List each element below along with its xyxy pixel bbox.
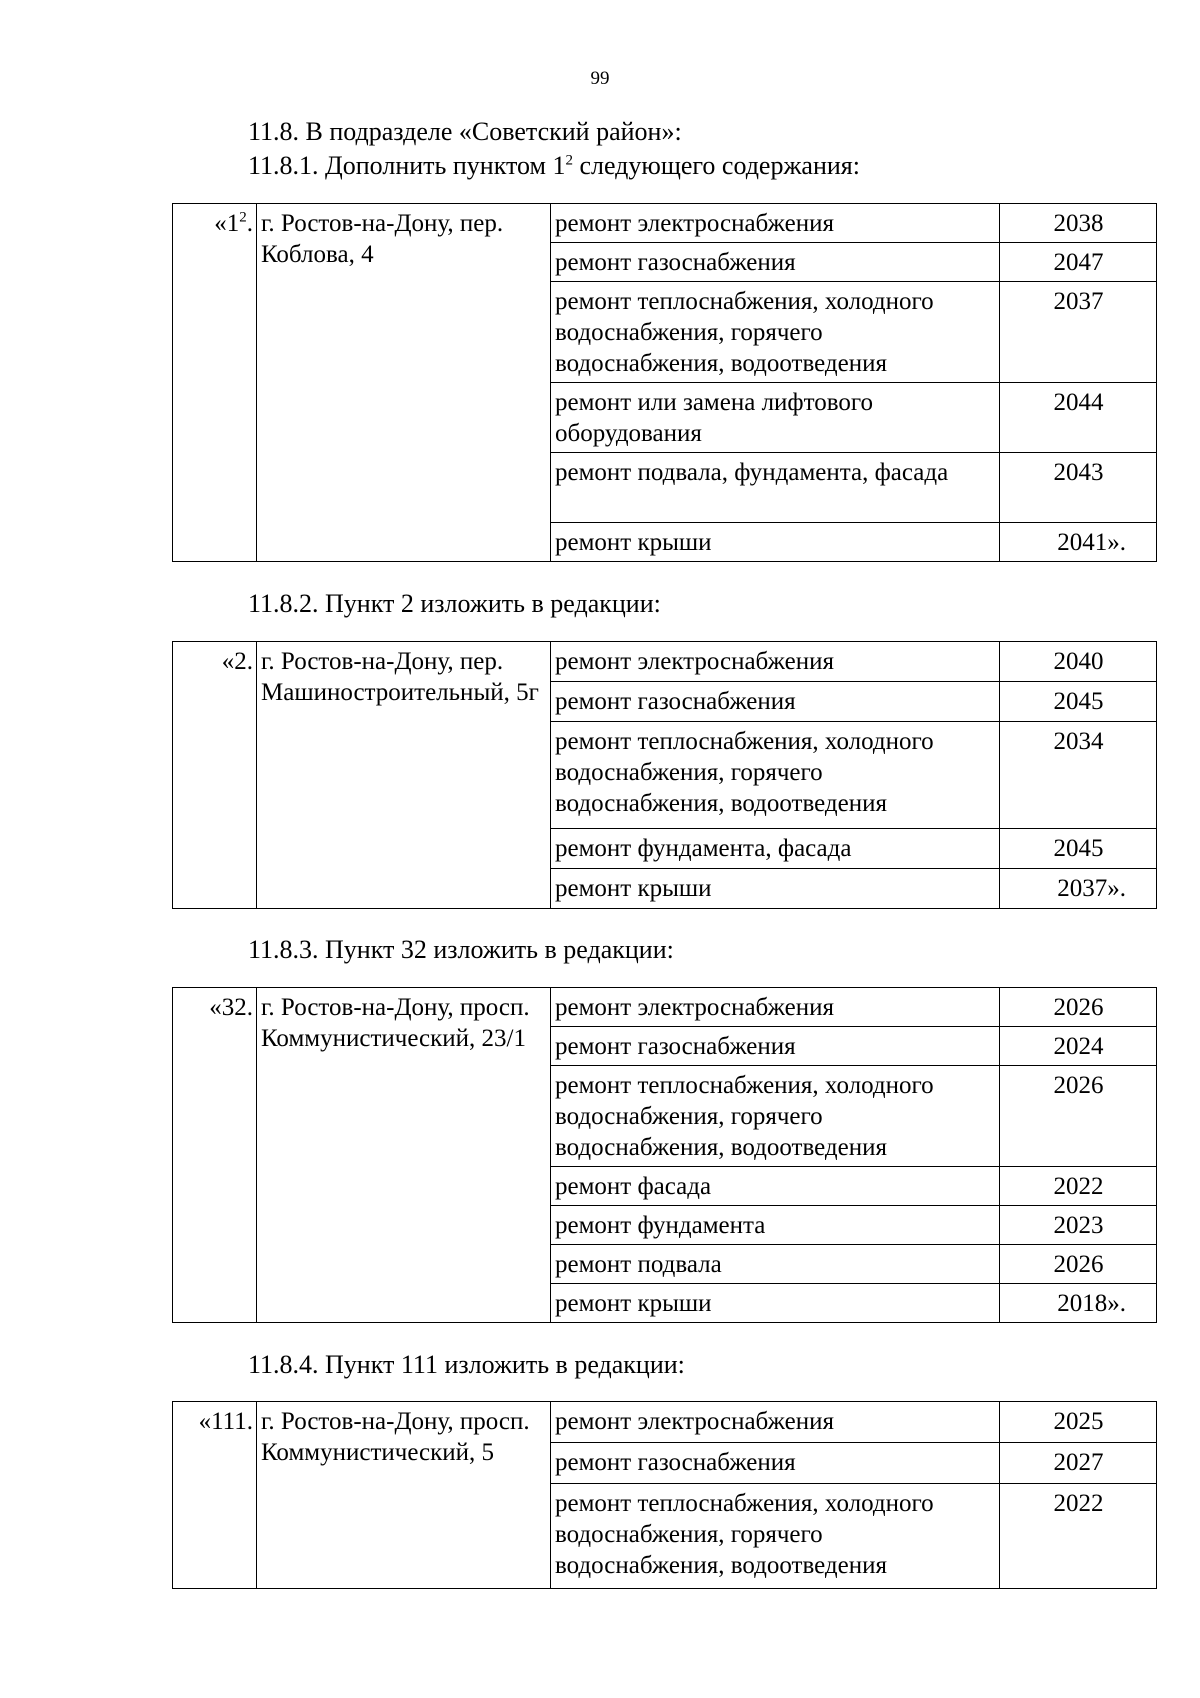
table-row xyxy=(173,204,1157,243)
work-cell: ремонт электроснабжения xyxy=(551,1402,1000,1443)
item-number-suffix: . xyxy=(246,210,253,237)
work-cell: ремонт фундамента, фасада xyxy=(551,829,1000,869)
year-cell: 2022 xyxy=(1000,1484,1157,1589)
year-cell: 2034 xyxy=(1000,722,1157,829)
heading-1-suffix: следующего содержания: xyxy=(572,151,860,180)
address-cell: г. Ростов-на-Дону, пер. Коблова, 4 xyxy=(257,204,551,562)
year-cell: 2038 xyxy=(1000,204,1157,243)
amendment-table-3 xyxy=(172,987,1157,1323)
subsection-heading-3: 11.8.3. Пункт 32 изложить в редакции: xyxy=(248,935,674,964)
amendment-table-1 xyxy=(172,203,1157,562)
item-number: «32. xyxy=(173,988,257,1323)
year-cell: 2045 xyxy=(1000,682,1157,722)
item-number: «2. xyxy=(173,642,257,909)
heading-1-text: 11.8.1. Дополнить пунктом 1 xyxy=(248,151,566,180)
year-cell: 2023 xyxy=(1000,1206,1157,1245)
work-cell: ремонт электроснабжения xyxy=(551,204,1000,243)
year-cell: 2037». xyxy=(1000,869,1157,909)
subsection-heading-1 xyxy=(248,151,860,181)
work-cell: ремонт электроснабжения xyxy=(551,988,1000,1027)
item-number-text: «1 xyxy=(214,210,240,237)
subsection-heading-4: 11.8.4. Пункт 111 изложить в редакции: xyxy=(248,1350,685,1379)
work-cell: ремонт теплоснабжения, холодного водоснабжения, горячего водоснабжения, водоотведения xyxy=(551,722,1000,829)
year-cell: 2045 xyxy=(1000,829,1157,869)
work-cell: ремонт крыши xyxy=(551,523,1000,562)
address-cell: г. Ростов-на-Дону, просп. Коммунистический, 5 xyxy=(257,1402,551,1589)
work-cell: ремонт или замена лифтового оборудования xyxy=(551,383,1000,453)
work-cell: ремонт подвала xyxy=(551,1245,1000,1284)
year-cell: 2043 xyxy=(1000,453,1157,523)
year-cell: 2047 xyxy=(1000,243,1157,282)
work-cell: ремонт газоснабжения xyxy=(551,1027,1000,1066)
page-number: 99 xyxy=(590,68,610,89)
table-row xyxy=(173,988,1157,1027)
work-cell: ремонт электроснабжения xyxy=(551,642,1000,682)
item-number: «111. xyxy=(173,1402,257,1589)
year-cell: 2026 xyxy=(1000,1245,1157,1284)
year-cell: 2026 xyxy=(1000,1066,1157,1167)
work-cell: ремонт подвала, фундамента, фасада xyxy=(551,453,1000,523)
year-cell: 2044 xyxy=(1000,383,1157,453)
year-cell: 2025 xyxy=(1000,1402,1157,1443)
table-row xyxy=(173,642,1157,682)
year-cell: 2026 xyxy=(1000,988,1157,1027)
work-cell: ремонт теплоснабжения, холодного водоснабжения, горячего водоснабжения, водоотведения xyxy=(551,282,1000,383)
work-cell: ремонт крыши xyxy=(551,869,1000,909)
work-cell: ремонт теплоснабжения, холодного водоснабжения, горячего водоснабжения, водоотведения xyxy=(551,1484,1000,1589)
year-cell: 2022 xyxy=(1000,1167,1157,1206)
work-cell: ремонт газоснабжения xyxy=(551,1443,1000,1484)
work-cell: ремонт фундамента xyxy=(551,1206,1000,1245)
amendment-table-2 xyxy=(172,641,1157,909)
address-cell: г. Ростов-на-Дону, просп. Коммунистический, 23/1 xyxy=(257,988,551,1323)
year-cell: 2024 xyxy=(1000,1027,1157,1066)
heading-1-superscript: 2 xyxy=(565,152,573,169)
amendment-table-4 xyxy=(172,1401,1157,1589)
year-cell: 2027 xyxy=(1000,1443,1157,1484)
work-cell: ремонт газоснабжения xyxy=(551,243,1000,282)
address-cell: г. Ростов-на-Дону, пер. Машиностроительный, 5г xyxy=(257,642,551,909)
table-row xyxy=(173,1402,1157,1443)
work-cell: ремонт теплоснабжения, холодного водоснабжения, горячего водоснабжения, водоотведения xyxy=(551,1066,1000,1167)
year-cell: 2018». xyxy=(1000,1284,1157,1323)
work-cell: ремонт фасада xyxy=(551,1167,1000,1206)
work-cell: ремонт крыши xyxy=(551,1284,1000,1323)
item-number xyxy=(173,204,257,562)
work-cell: ремонт газоснабжения xyxy=(551,682,1000,722)
year-cell: 2037 xyxy=(1000,282,1157,383)
subsection-heading-2: 11.8.2. Пункт 2 изложить в редакции: xyxy=(248,589,661,618)
year-cell: 2041». xyxy=(1000,523,1157,562)
section-heading: 11.8. В подразделе «Советский район»: xyxy=(248,117,682,146)
year-cell: 2040 xyxy=(1000,642,1157,682)
item-number-superscript: 2 xyxy=(239,209,247,226)
